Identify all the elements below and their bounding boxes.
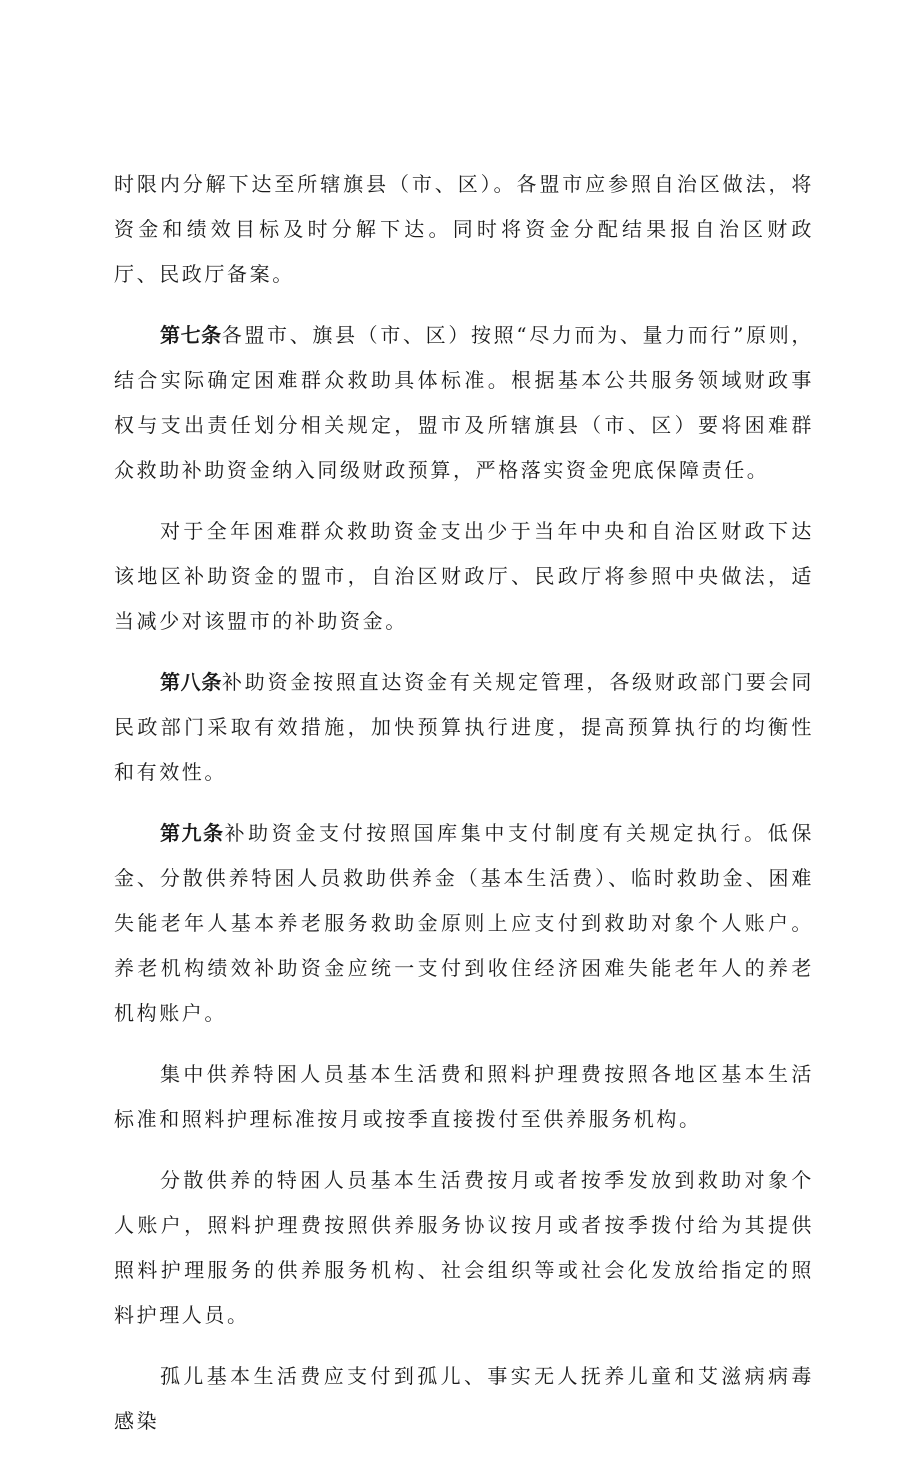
article-8-label: 第八条: [160, 670, 223, 694]
document-body: [114, 162, 814, 1460]
paragraph-text: 对于全年困难群众救助资金支出少于当年中央和自治区财政下达该地区补助资金的盟市，自治区财政厅、民政厅将参照中央做法，适当减少对该盟市的补助资金。: [114, 519, 814, 633]
article-9-label: 第九条: [160, 821, 225, 845]
paragraph-text: 孤儿基本生活费应支付到孤儿、事实无人抚养儿童和艾滋病病毒感染: [114, 1364, 814, 1433]
paragraph-text: 补助资金支付按照国库集中支付制度有关规定执行。低保金、分散供养特困人员救助供养金（基本生活费）、临时救助金、困难失能老年人基本养老服务救助金原则上应支付到救助对象个人账户。养老机构绩效补助资金应统一支付到收住经济困难失能老年人的养老机构账户。: [114, 821, 815, 1025]
article-7-subsidy-reduction-paragraph: [114, 509, 814, 644]
paragraph-continuation: [114, 162, 814, 297]
dispersed-support-paragraph: [114, 1158, 814, 1338]
article-8-paragraph: [114, 660, 814, 795]
paragraph-text: 分散供养的特困人员基本生活费按月或者按季发放到救助对象个人账户，照料护理费按照供养服务协议按月或者按季拨付给为其提供照料护理服务的供养服务机构、社会组织等或社会化发放给指定的照料护理人员。: [114, 1168, 814, 1327]
paragraph-text: 集中供养特困人员基本生活费和照料护理费按照各地区基本生活标准和照料护理标准按月或按季直接拨付至供养服务机构。: [114, 1062, 814, 1131]
orphan-living-cost-paragraph: [114, 1354, 814, 1444]
article-7-label: 第七条: [160, 323, 222, 347]
paragraph-text: 补助资金按照直达资金有关规定管理，各级财政部门要会同民政部门采取有效措施，加快预算执行进度，提高预算执行的均衡性和有效性。: [114, 670, 814, 784]
article-9-paragraph: [114, 811, 814, 1036]
paragraph-text: 各盟市、旗县（市、区）按照“尽力而为、量力而行”原则，结合实际确定困难群众救助具体标准。根据基本公共服务领域财政事权与支出责任划分相关规定，盟市及所辖旗县（市、区）要将困难群众救助补助资金纳入同级财政预算，严格落实资金兜底保障责任。: [114, 323, 815, 482]
article-7-paragraph: [114, 313, 814, 493]
centralized-support-paragraph: [114, 1052, 814, 1142]
paragraph-text: 时限内分解下达至所辖旗县（市、区）。各盟市应参照自治区做法，将资金和绩效目标及时分解下达。同时将资金分配结果报自治区财政厅、民政厅备案。: [114, 172, 814, 286]
